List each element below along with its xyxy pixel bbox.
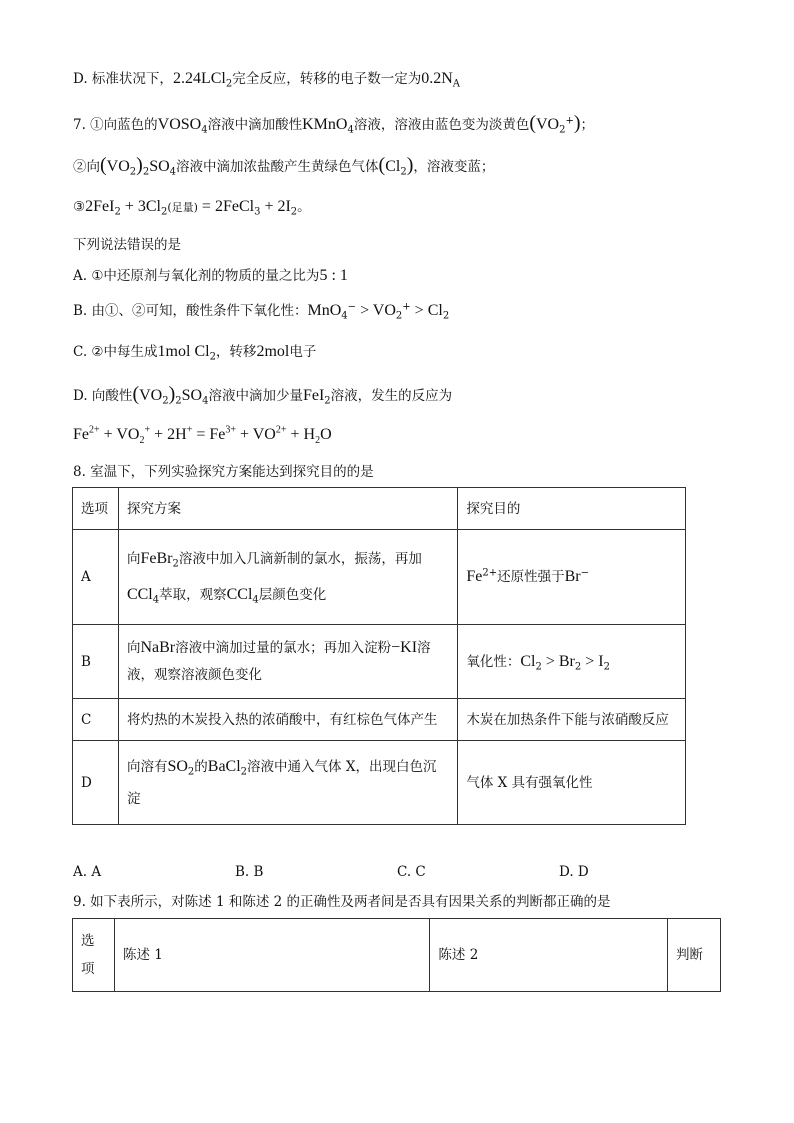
q8-stem: 8. 室温下，下列实验探究方案能达到探究目的的是 bbox=[73, 464, 374, 480]
q8-answer-a: A. A bbox=[73, 864, 102, 880]
q7-statement-2: ②向$(VO_2)_2SO_4$溶液中滴加浓盐酸产生黄绿色气体$(Cl_2)$，溶液变蓝； bbox=[73, 154, 495, 178]
q7-option-d: D. 向酸性$(VO_2)_2SO_4$溶液中滴加少量FeI$_2$溶液，发生的反应为 bbox=[73, 383, 453, 407]
q7-stem: 下列说法错误的是 bbox=[73, 237, 181, 253]
q7-option-b: B. 由①、②可知，酸性条件下氧化性：$MnO_4^- > VO_2^+ > Cl_2$ bbox=[73, 301, 450, 322]
q8-answer-c: C. C bbox=[397, 864, 426, 880]
q7-option-d-equation: $Fe^{2+} + VO_2^+ + 2H^+ = Fe^{3+} + VO^{2+} + H_2O$ bbox=[73, 424, 332, 447]
q7-option-a: A. ①中还原剂与氧化剂的物质的量之比为5 : 1 bbox=[73, 267, 348, 284]
table-row: B 向NaBr溶液中滴加过量的氯水；再加入淀粉−KI溶 液，观察溶液颜色变化 氧化性：$Cl_2 > Br_2 > I_2$ bbox=[73, 625, 686, 699]
q7-statement-1: 7. ①向蓝色的$VOSO_4$溶液中滴加酸性KMnO$_4$溶液，溶液由蓝色变为淡黄色$(VO_2^+)$； bbox=[73, 112, 595, 136]
table-row: A 向FeBr$_2$溶液中加入几滴新制的氯水，振荡，再加 CCl$_4$萃取，观察CCl$_4$层颜色变化 $Fe^{2+}$还原性强于Br− bbox=[73, 530, 686, 625]
q9-table bbox=[72, 918, 721, 992]
q9-stem: 9. 如下表所示，对陈述 1 和陈述 2 的正确性及两者间是否具有因果关系的判断都正确的是 bbox=[73, 894, 611, 910]
table-row: D 向溶有$SO_2$的BaCl$_2$溶液中通入气体 X，出现白色沉 淀 气体 X 具有强氧化性 bbox=[73, 741, 686, 825]
table-header-row: 选项 探究方案 探究目的 bbox=[73, 488, 686, 530]
q8-answer-d: D. D bbox=[559, 864, 589, 880]
q6-option-d: D. 标准状况下，2.24LCl$_2$完全反应，转移的电子数一定为$0.2N_A$ bbox=[73, 70, 460, 90]
q7-statement-3: ③2FeI$_2$ + $3Cl_2$(足量) = 2FeCl$_3$ + $2I_2$。 bbox=[73, 198, 311, 218]
q7-option-c: C. ②中每生成1mol $Cl_2$，转移2mol电子 bbox=[73, 343, 317, 363]
table-row: C 将灼热的木炭投入热的浓硝酸中，有红棕色气体产生 木炭在加热条件下能与浓硝酸反应 bbox=[73, 699, 686, 741]
q8-table bbox=[72, 487, 686, 825]
q8-answer-b: B. B bbox=[235, 864, 264, 880]
table-header-row: 选 项 陈述 1 陈述 2 判断 bbox=[73, 919, 721, 992]
